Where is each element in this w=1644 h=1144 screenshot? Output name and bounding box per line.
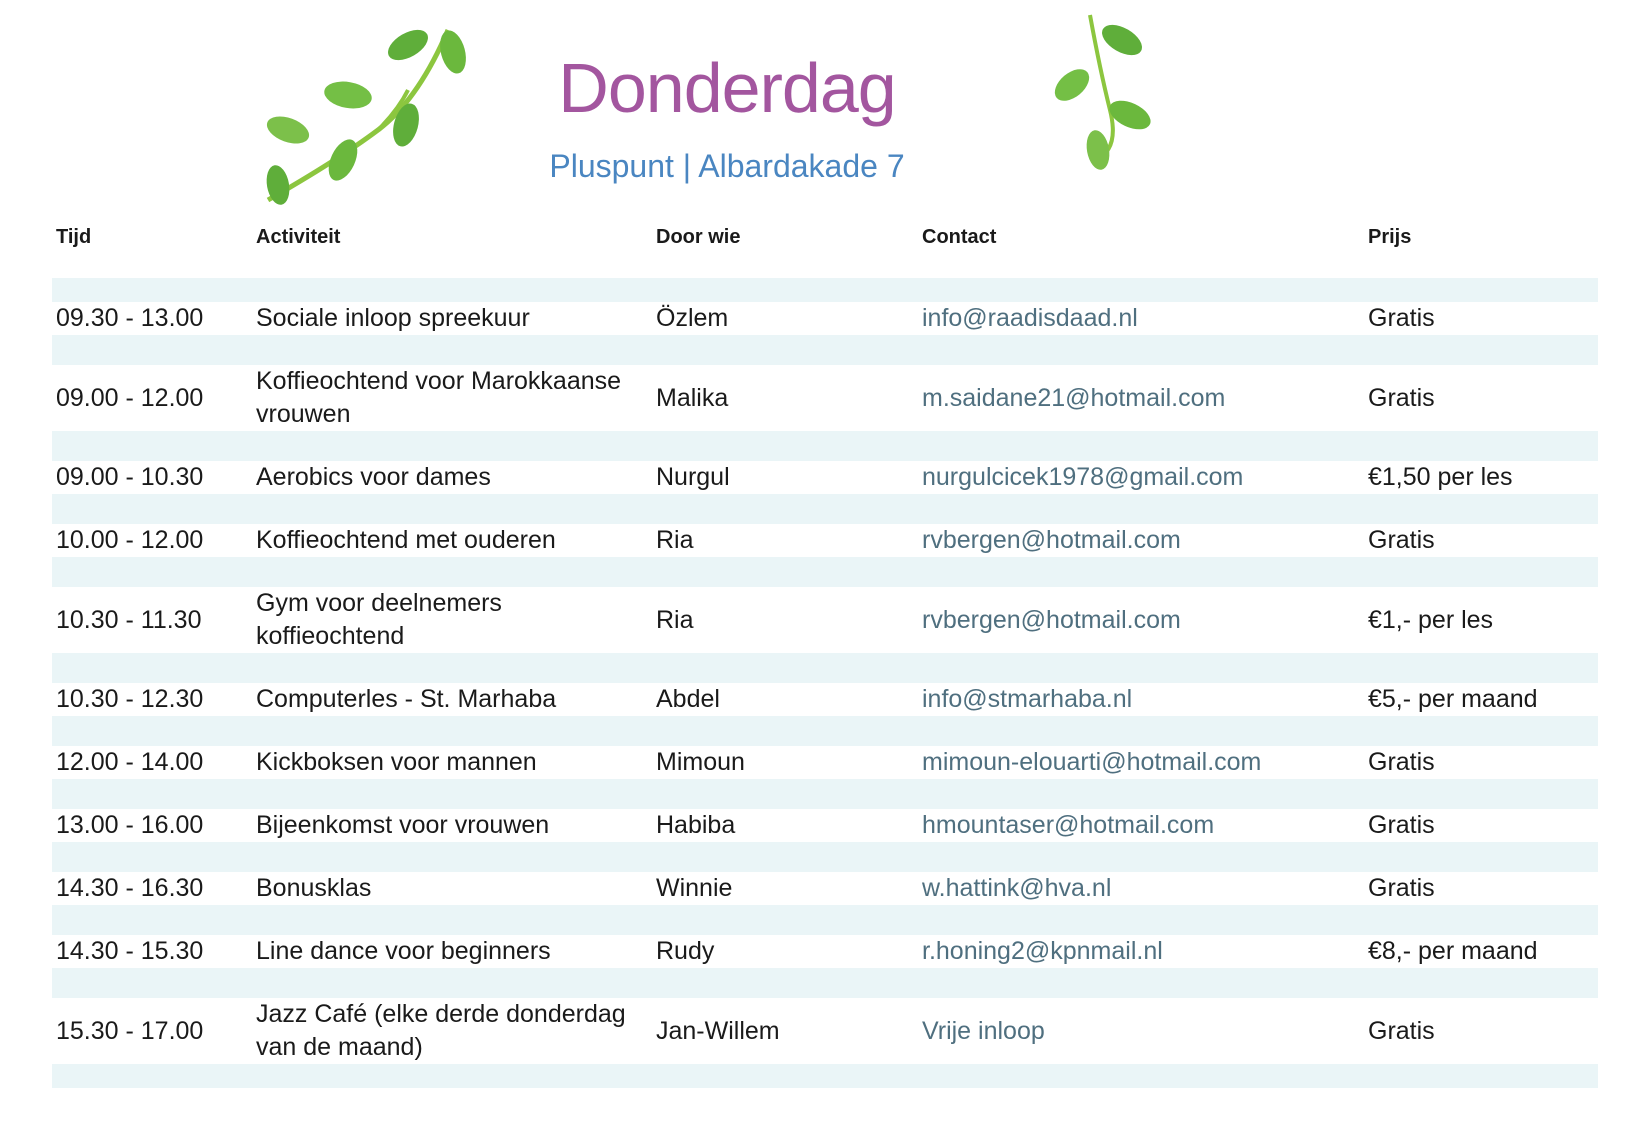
cell-who: Özlem: [656, 304, 729, 332]
cell-who: Ria: [656, 605, 694, 634]
row-band: [52, 716, 1598, 746]
table-row: [52, 935, 1598, 968]
cell-price: Gratis: [1368, 811, 1435, 839]
cell-price: Gratis: [1368, 874, 1435, 902]
cell-contact[interactable]: w.hattink@hva.nl: [922, 874, 1112, 902]
page-subtitle: Pluspunt | Albardakade 7: [549, 148, 905, 184]
column-header-time: Tijd: [56, 226, 92, 248]
cell-who: Ria: [656, 526, 694, 554]
table-row: [52, 365, 1598, 431]
cell-price: €8,- per maand: [1368, 937, 1538, 965]
cell-who: Nurgul: [656, 463, 730, 491]
cell-activity: Computerles - St. Marhaba: [256, 685, 557, 713]
cell-activity: Gym voor deelnemers koffieochtend: [256, 589, 502, 650]
row-band: [52, 842, 1598, 872]
cell-price: €5,- per maand: [1368, 685, 1538, 713]
cell-price: €1,- per les: [1368, 605, 1494, 634]
column-header-price: Prijs: [1368, 226, 1412, 248]
cell-activity: Koffieochtend met ouderen: [256, 526, 556, 554]
cell-activity: Sociale inloop spreekuur: [256, 304, 530, 332]
table-row: [52, 683, 1598, 716]
row-band: [52, 431, 1598, 461]
cell-contact[interactable]: m.saidane21@hotmail.com: [922, 383, 1226, 412]
cell-activity: Bijeenkomst voor vrouwen: [256, 811, 550, 839]
cell-price: Gratis: [1368, 1016, 1435, 1045]
row-band: [52, 494, 1598, 524]
page-title: Donderdag: [558, 49, 896, 127]
table-row: [52, 461, 1598, 494]
row-band: [52, 557, 1598, 587]
cell-contact[interactable]: mimoun-elouarti@hotmail.com: [922, 748, 1262, 776]
row-band: [52, 968, 1598, 998]
cell-contact[interactable]: info@raadisdaad.nl: [922, 304, 1138, 332]
table-row: [52, 746, 1598, 779]
cell-who: Mimoun: [656, 748, 745, 776]
column-header-activity: Activiteit: [256, 226, 341, 248]
table-header-row: [52, 226, 1598, 252]
cell-time: 15.30 - 17.00: [56, 1016, 204, 1045]
table-row: [52, 872, 1598, 905]
column-header-who: Door wie: [656, 226, 741, 248]
cell-price: Gratis: [1368, 748, 1435, 776]
cell-time: 09.00 - 10.30: [56, 463, 204, 491]
row-band: [52, 278, 1598, 302]
cell-time: 14.30 - 16.30: [56, 874, 204, 902]
cell-who: Malika: [656, 383, 729, 412]
cell-who: Rudy: [656, 937, 715, 965]
table-row: [52, 809, 1598, 842]
cell-who: Jan-Willem: [656, 1016, 780, 1045]
cell-time: 12.00 - 14.00: [56, 748, 204, 776]
cell-activity: Line dance voor beginners: [256, 937, 551, 965]
cell-contact[interactable]: rvbergen@hotmail.com: [922, 526, 1181, 554]
cell-price: €1,50 per les: [1368, 463, 1513, 491]
cell-price: Gratis: [1368, 526, 1435, 554]
row-band: [52, 779, 1598, 809]
table-row: [52, 524, 1598, 557]
table-row: [52, 587, 1598, 653]
cell-time: 10.00 - 12.00: [56, 526, 204, 554]
cell-price: Gratis: [1368, 304, 1435, 332]
schedule-table: [52, 226, 1598, 1088]
cell-price: Gratis: [1368, 383, 1435, 412]
cell-time: 09.30 - 13.00: [56, 304, 204, 332]
cell-activity: Kickboksen voor mannen: [256, 748, 537, 776]
cell-activity: Koffieochtend voor Marokkaanse vrouwen: [256, 367, 622, 428]
cell-who: Winnie: [656, 874, 733, 902]
cell-time: 09.00 - 12.00: [56, 383, 204, 412]
cell-time: 14.30 - 15.30: [56, 937, 204, 965]
cell-contact[interactable]: nurgulcicek1978@gmail.com: [922, 463, 1244, 491]
cell-contact[interactable]: rvbergen@hotmail.com: [922, 605, 1181, 634]
cell-who: Abdel: [656, 685, 720, 713]
cell-activity: Bonusklas: [256, 874, 372, 902]
header-gap: [52, 252, 1598, 278]
cell-activity: Jazz Café (elke derde donderdag van de maand): [256, 1000, 626, 1061]
cell-contact[interactable]: Vrije inloop: [922, 1016, 1045, 1045]
cell-contact[interactable]: hmountaser@hotmail.com: [922, 811, 1215, 839]
cell-activity: Aerobics voor dames: [256, 463, 491, 491]
cell-time: 10.30 - 12.30: [56, 685, 204, 713]
row-band: [52, 653, 1598, 683]
row-band: [52, 1064, 1598, 1088]
column-header-contact: Contact: [922, 226, 997, 248]
cell-time: 10.30 - 11.30: [56, 605, 202, 634]
cell-contact[interactable]: info@stmarhaba.nl: [922, 685, 1133, 713]
row-band: [52, 905, 1598, 935]
cell-contact[interactable]: r.honing2@kpnmail.nl: [922, 937, 1163, 965]
table-row: [52, 302, 1598, 335]
cell-time: 13.00 - 16.00: [56, 811, 204, 839]
row-band: [52, 335, 1598, 365]
table-row: [52, 998, 1598, 1064]
cell-who: Habiba: [656, 811, 736, 839]
